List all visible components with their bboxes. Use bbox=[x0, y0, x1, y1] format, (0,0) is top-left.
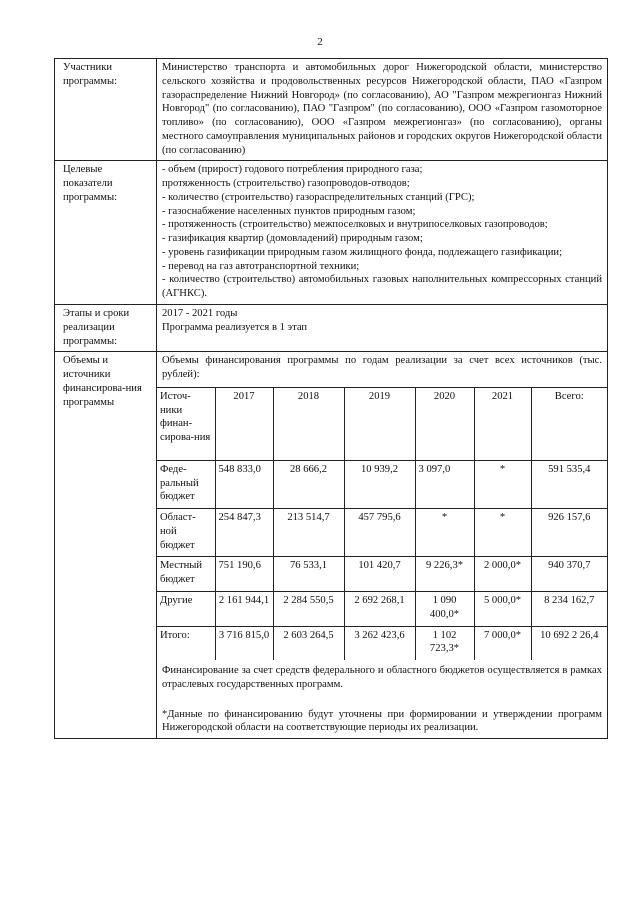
header-cell: Источ-ники финан-сирова-ния bbox=[157, 387, 215, 460]
value-cell: 3 097,0 bbox=[415, 460, 474, 508]
value-cell: 10 692 2 26,4 bbox=[531, 626, 607, 660]
header-cell: 2019 bbox=[344, 387, 415, 460]
value-cell: 548 833,0 bbox=[215, 460, 273, 508]
financing-intro: Объемы финансирования программы по годам реализации за счет всех источников (тыс. рублей): bbox=[162, 355, 602, 381]
value-cell: 28 666,2 bbox=[273, 460, 344, 508]
value-cell: 213 514,7 bbox=[273, 509, 344, 557]
indicator-item: - уровень газификации природным газом жилищного фонда, подлежащего газификации; bbox=[162, 246, 563, 258]
financing-note-footnote: *Данные по финансированию будут уточнены при формировании и утверждении программ Нижегородской области на соответствующие периоды их реализации. bbox=[162, 708, 602, 734]
stages-row bbox=[55, 305, 608, 352]
program-passport-table bbox=[54, 58, 608, 739]
financing-header-row bbox=[157, 387, 607, 460]
value-cell: 254 847,3 bbox=[215, 509, 273, 557]
value-cell: 7 000,0* bbox=[474, 626, 531, 660]
value-cell: * bbox=[474, 509, 531, 557]
value-cell: 2 603 264,5 bbox=[273, 626, 344, 660]
indicator-item: - перевод на газ автотранспортной техники; bbox=[162, 260, 360, 272]
financing-row-local bbox=[157, 557, 607, 592]
indicator-item: - газоснабжение населенных пунктов природным газом; bbox=[162, 205, 416, 217]
value-cell: 76 533,1 bbox=[273, 557, 344, 592]
value-cell: 591 535,4 bbox=[531, 460, 607, 508]
indicator-item: - газификация квартир (домовладений) природным газом; bbox=[162, 233, 423, 245]
value-cell: 3 716 815,0 bbox=[215, 626, 273, 660]
financing-label: Объемы и источники финансирова-ния программы bbox=[55, 352, 157, 739]
stages-note: Программа реализуется в 1 этап bbox=[162, 321, 308, 333]
value-cell: 457 795,6 bbox=[344, 509, 415, 557]
header-cell: Всего: bbox=[531, 387, 607, 460]
value-cell: 3 262 423,6 bbox=[344, 626, 415, 660]
financing-row-regional bbox=[157, 509, 607, 557]
value-cell: 751 190,6 bbox=[215, 557, 273, 592]
value-cell: 2 000,0* bbox=[474, 557, 531, 592]
financing-row-other bbox=[157, 591, 607, 626]
financing-content bbox=[157, 352, 608, 739]
indicator-item: - количество (строительство) автомобильных газовых наполнительных компрессорных станций (АГНКС). bbox=[162, 274, 602, 300]
indicators-label: Целевые показатели программы: bbox=[55, 161, 157, 305]
indicator-item: - протяженность (строительство) межпоселковых и внутрипоселковых газопроводов; bbox=[162, 219, 548, 231]
stages-years: 2017 - 2021 годы bbox=[162, 308, 238, 320]
value-cell: * bbox=[415, 509, 474, 557]
header-cell: 2018 bbox=[273, 387, 344, 460]
value-cell: 10 939,2 bbox=[344, 460, 415, 508]
financing-note-budgets: Финансирование за счет средств федерального и областного бюджетов осуществляется в рамках отраслевых государственных программ. bbox=[162, 665, 602, 690]
indicator-item: - количество (строительство) газораспределительных станций (ГРС); bbox=[162, 191, 475, 203]
source-cell: Местный бюджет bbox=[157, 557, 215, 592]
header-cell: 2017 bbox=[215, 387, 273, 460]
source-cell: Област-ной бюджет bbox=[157, 509, 215, 557]
page-number: 2 bbox=[317, 36, 323, 48]
indicator-item: протяженность (строительство) газопроводов-отводов; bbox=[162, 178, 410, 190]
value-cell: 101 420,7 bbox=[344, 557, 415, 592]
value-cell: 2 692 268,1 bbox=[344, 591, 415, 626]
indicator-item: - объем (прирост) годового потребления природного газа; bbox=[162, 164, 423, 176]
indicators-row bbox=[55, 161, 608, 305]
value-cell: 5 000,0* bbox=[474, 591, 531, 626]
source-cell: Феде-ральный бюджет bbox=[157, 460, 215, 508]
participants-text: Министерство транспорта и автомобильных дорог Нижегородской области, министерство сельского хозяйства и продовольственных ресурсов Нижегородской области, ПАО «Газпром газораспределение Нижний Новгород» (по согласованию), АО "Газпром межрегионгаз Нижний Новгород" (по согласованию), ПАО "Газпром" (по согласованию), ООО «Газпром газомоторное топливо» (по согласованию), ООО «Газпром межрегионгаз» (по согласованию), органы местного самоуправления муниципальных районов и городских округов Нижегородской области (по согласованию) bbox=[157, 59, 608, 161]
value-cell: 1 090 400,0* bbox=[415, 591, 474, 626]
value-cell: 2 161 944,1 bbox=[215, 591, 273, 626]
value-cell: 8 234 162,7 bbox=[531, 591, 607, 626]
value-cell: 2 284 550,5 bbox=[273, 591, 344, 626]
value-cell: 940 370,7 bbox=[531, 557, 607, 592]
source-cell: Другие bbox=[157, 591, 215, 626]
header-cell: 2020 bbox=[415, 387, 474, 460]
note-spacer bbox=[162, 692, 602, 704]
financing-table bbox=[157, 387, 607, 660]
value-cell: * bbox=[474, 460, 531, 508]
value-cell: 1 102 723,3* bbox=[415, 626, 474, 660]
participants-row bbox=[55, 59, 608, 161]
stages-content bbox=[157, 305, 608, 352]
financing-row-federal bbox=[157, 460, 607, 508]
value-cell: 9 226,3* bbox=[415, 557, 474, 592]
header-cell: 2021 bbox=[474, 387, 531, 460]
source-cell: Итого: bbox=[157, 626, 215, 660]
indicators-list bbox=[157, 161, 608, 305]
value-cell: 926 157,6 bbox=[531, 509, 607, 557]
stages-label: Этапы и сроки реализации программы: bbox=[55, 305, 157, 352]
participants-label: Участники программы: bbox=[55, 59, 157, 161]
financing-row-total bbox=[157, 626, 607, 660]
financing-row bbox=[55, 352, 608, 739]
